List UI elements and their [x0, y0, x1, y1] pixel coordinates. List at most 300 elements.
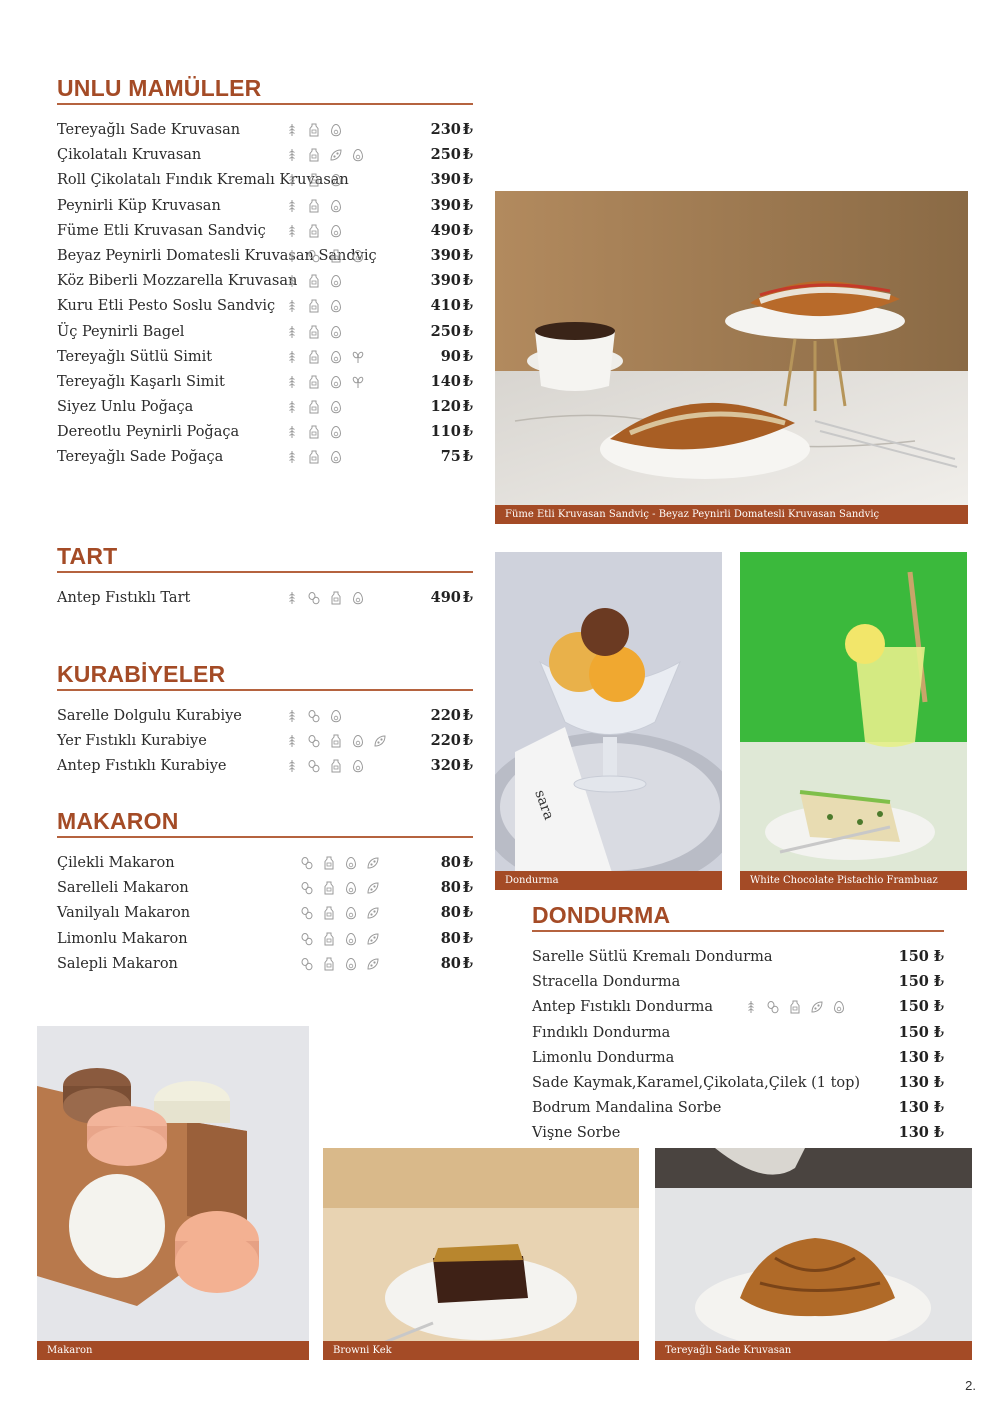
item-price	[899, 947, 944, 967]
section-divider	[57, 689, 473, 691]
wheat-icon	[285, 400, 299, 414]
item-name: Dereotlu Peynirli Poğaça	[57, 424, 240, 441]
item-name: Sade Kaymak,Karamel,Çikolata,Çilek (1 top)	[532, 1074, 861, 1091]
allergen-icons	[285, 350, 365, 364]
item-price	[431, 372, 473, 392]
photo-caption: White Chocolate Pistachio Frambuaz	[740, 871, 967, 890]
price-value: 80	[440, 904, 461, 922]
price-value: 75	[440, 448, 461, 466]
currency-symbol: ₺	[462, 854, 473, 871]
menu-item	[57, 853, 473, 878]
allergen-icons	[300, 856, 380, 870]
milk-icon	[307, 123, 321, 137]
price-value: 150	[898, 948, 929, 965]
soy-icon	[366, 881, 380, 895]
price-value: 250	[430, 146, 461, 164]
wheat-icon	[285, 274, 299, 288]
price-value: 230	[430, 121, 461, 138]
item-price	[431, 397, 473, 417]
section-title: TART	[57, 543, 118, 569]
item-name: Roll Çikolatalı Fındık Kremalı Kruvasan	[57, 172, 349, 189]
price-value: 90	[440, 347, 461, 365]
wheat-icon	[285, 249, 299, 263]
item-price	[899, 997, 944, 1017]
egg-icon	[344, 932, 358, 946]
allergen-icons	[285, 299, 343, 313]
egg-icon	[344, 856, 358, 870]
price-value: 490	[430, 221, 461, 239]
item-name: Vanilyalı Makaron	[57, 905, 191, 922]
milk-icon	[322, 856, 336, 870]
milk-icon	[322, 881, 336, 895]
milk-icon	[322, 906, 336, 920]
item-name: Beyaz Peynirli Domatesli Kruvasan Sandviç	[57, 247, 377, 264]
item-name: Kuru Etli Pesto Soslu Sandviç	[57, 298, 276, 315]
currency-symbol: ₺	[462, 757, 473, 775]
price-value: 150	[898, 973, 929, 991]
currency-symbol: ₺	[462, 322, 473, 340]
allergen-icons	[285, 450, 343, 464]
item-name: Limonlu Dondurma	[532, 1049, 675, 1066]
item-price	[431, 221, 473, 241]
section-dondurma	[532, 901, 944, 1149]
soy-icon	[810, 1000, 824, 1014]
price-value: 140	[430, 372, 461, 390]
currency-symbol: ₺	[462, 954, 473, 972]
allergen-icons	[744, 1000, 846, 1014]
milk-icon	[329, 759, 343, 773]
currency-symbol: ₺	[462, 246, 473, 264]
milk-icon	[788, 1000, 802, 1014]
price-value: 150	[898, 1023, 929, 1041]
wheat-icon	[285, 759, 299, 773]
price-value: 80	[440, 854, 461, 871]
milk-icon	[329, 734, 343, 748]
currency-symbol: ₺	[933, 1073, 944, 1091]
price-value: 120	[430, 398, 461, 416]
allergen-icons	[285, 123, 343, 137]
milk-icon	[322, 957, 336, 971]
menu-item	[532, 947, 944, 972]
egg-icon	[329, 325, 343, 339]
allergen-icons	[285, 734, 387, 748]
egg-icon	[344, 881, 358, 895]
milk-icon	[307, 425, 321, 439]
wheat-icon	[285, 350, 299, 364]
menu-item	[532, 1073, 944, 1098]
price-value: 130	[898, 1048, 929, 1066]
allergen-icons	[285, 325, 343, 339]
price-value: 320	[430, 757, 461, 775]
item-name: Peynirli Küp Kruvasan	[57, 197, 221, 214]
menu-item	[57, 706, 473, 731]
item-price	[431, 196, 473, 216]
section-title: MAKARON	[57, 808, 179, 834]
currency-symbol: ₺	[933, 973, 944, 991]
item-name: Antep Fıstıklı Dondurma	[532, 999, 714, 1016]
price-value: 130	[898, 1073, 929, 1091]
currency-symbol: ₺	[462, 707, 473, 724]
currency-symbol: ₺	[462, 423, 473, 441]
wheat-icon	[285, 224, 299, 238]
page-number: 2.	[965, 1378, 976, 1393]
currency-symbol: ₺	[462, 297, 473, 315]
menu-item	[57, 372, 473, 397]
allergen-icons	[285, 274, 343, 288]
allergen-icons	[285, 148, 365, 162]
menu-list	[57, 706, 473, 782]
item-price	[441, 347, 473, 367]
item-name: Stracella Dondurma	[532, 974, 681, 991]
wheat-icon	[285, 173, 299, 187]
menu-item	[57, 397, 473, 422]
wheat-icon	[285, 709, 299, 723]
section-title: UNLU MAMÜLLER	[57, 75, 262, 101]
allergen-icons	[300, 957, 380, 971]
wheat-icon	[285, 450, 299, 464]
egg-icon	[329, 375, 343, 389]
menu-item	[57, 731, 473, 756]
menu-item	[57, 903, 473, 928]
price-value: 150	[898, 998, 929, 1016]
menu-item	[57, 347, 473, 372]
milk-icon	[307, 400, 321, 414]
soy-icon	[366, 957, 380, 971]
menu-item	[532, 997, 944, 1022]
currency-symbol: ₺	[462, 221, 473, 239]
item-price	[431, 296, 473, 316]
allergen-icons	[285, 249, 365, 263]
milk-icon	[307, 224, 321, 238]
item-price	[431, 588, 473, 608]
allergen-icons	[300, 881, 380, 895]
egg-icon	[344, 957, 358, 971]
menu-list	[57, 120, 473, 473]
price-value: 220	[430, 707, 461, 724]
allergen-icons	[285, 425, 343, 439]
macaron-image	[37, 1026, 309, 1360]
photo-caption: Tereyağlı Sade Kruvasan	[655, 1341, 972, 1360]
menu-item	[57, 588, 473, 613]
sesame-icon	[351, 350, 365, 364]
photo-caption: Makaron	[37, 1341, 309, 1360]
egg-icon	[329, 400, 343, 414]
currency-symbol: ₺	[462, 904, 473, 922]
nut-icon	[300, 881, 314, 895]
nut-icon	[766, 1000, 780, 1014]
section-kurabiyeler	[57, 660, 473, 782]
item-name: Fındıklı Dondurma	[532, 1024, 671, 1041]
egg-icon	[832, 1000, 846, 1014]
menu-item	[57, 929, 473, 954]
allergen-icons	[285, 224, 343, 238]
item-name: Antep Fıstıklı Tart	[57, 590, 191, 606]
price-value: 80	[440, 954, 461, 972]
item-price	[431, 756, 473, 776]
price-value: 410	[430, 297, 461, 315]
photo-sandwich	[495, 191, 968, 524]
item-price	[899, 1123, 944, 1143]
item-name: Tereyağlı Kaşarlı Simit	[57, 373, 225, 390]
egg-icon	[344, 906, 358, 920]
allergen-icons	[300, 932, 380, 946]
item-name: Limonlu Makaron	[57, 930, 188, 947]
item-name: Sarelleli Makaron	[57, 880, 189, 897]
price-value: 220	[430, 732, 461, 750]
wheat-icon	[285, 299, 299, 313]
egg-icon	[329, 425, 343, 439]
milk-icon	[307, 350, 321, 364]
price-value: 80	[440, 929, 461, 947]
section-unlu-mamuller	[57, 74, 473, 473]
currency-symbol: ₺	[462, 398, 473, 416]
milk-icon	[307, 274, 321, 288]
allergen-icons	[285, 400, 343, 414]
item-name: Salepli Makaron	[57, 955, 178, 972]
price-value: 390	[430, 272, 461, 290]
price-value: 80	[440, 879, 461, 897]
egg-icon	[329, 173, 343, 187]
milk-icon	[307, 148, 321, 162]
item-price	[431, 322, 473, 342]
item-price	[441, 903, 473, 923]
menu-item	[57, 447, 473, 472]
item-name: Tereyağlı Sütlü Simit	[57, 348, 213, 365]
egg-icon	[351, 734, 365, 748]
allergen-icons	[285, 591, 365, 605]
allergen-icons	[285, 173, 343, 187]
item-price	[431, 422, 473, 442]
wheat-icon	[744, 1000, 758, 1014]
price-value: 110	[430, 423, 461, 441]
item-price	[441, 853, 473, 873]
item-name: Sarelle Sütlü Kremalı Dondurma	[532, 949, 773, 965]
wheat-icon	[285, 148, 299, 162]
photo-caption: Browni Kek	[323, 1341, 639, 1360]
soy-icon	[373, 734, 387, 748]
egg-icon	[351, 249, 365, 263]
egg-icon	[351, 148, 365, 162]
egg-icon	[351, 591, 365, 605]
photo-croissant	[655, 1148, 972, 1360]
cake-image	[740, 552, 967, 890]
section-divider	[57, 103, 473, 105]
milk-icon	[307, 299, 321, 313]
menu-item	[57, 422, 473, 447]
section-makaron	[57, 807, 473, 979]
soy-icon	[366, 932, 380, 946]
photo-macaron	[37, 1026, 309, 1360]
milk-icon	[329, 591, 343, 605]
brownie-image	[323, 1148, 639, 1360]
currency-symbol: ₺	[933, 1099, 944, 1117]
milk-icon	[307, 173, 321, 187]
item-name: Antep Fıstıklı Kurabiye	[57, 758, 227, 775]
section-title: DONDURMA	[532, 902, 671, 928]
item-name: Tereyağlı Sade Poğaça	[57, 449, 224, 466]
item-price	[441, 929, 473, 949]
currency-symbol: ₺	[462, 347, 473, 365]
photo-cake	[740, 552, 967, 890]
item-price	[441, 954, 473, 974]
currency-symbol: ₺	[933, 948, 944, 965]
wheat-icon	[285, 734, 299, 748]
currency-symbol: ₺	[933, 1124, 944, 1142]
item-price	[431, 120, 473, 140]
nut-icon	[307, 759, 321, 773]
wheat-icon	[285, 325, 299, 339]
item-name: Bodrum Mandalina Sorbe	[532, 1100, 722, 1117]
item-price	[431, 271, 473, 291]
nut-icon	[307, 591, 321, 605]
currency-symbol: ₺	[933, 998, 944, 1016]
nut-icon	[300, 932, 314, 946]
item-name: Çilekli Makaron	[57, 855, 175, 871]
allergen-icons	[285, 375, 365, 389]
currency-symbol: ₺	[462, 171, 473, 189]
currency-symbol: ₺	[462, 121, 473, 138]
milk-icon	[322, 932, 336, 946]
nut-icon	[300, 957, 314, 971]
item-price	[431, 170, 473, 190]
milk-icon	[329, 249, 343, 263]
wheat-icon	[285, 591, 299, 605]
currency-symbol: ₺	[462, 929, 473, 947]
photo-icecream	[495, 552, 722, 890]
item-name: Yer Fıstıklı Kurabiye	[57, 733, 207, 750]
nut-icon	[307, 249, 321, 263]
menu-item	[57, 120, 473, 145]
menu-list	[57, 588, 473, 613]
section-divider	[532, 930, 944, 932]
price-value: 390	[430, 246, 461, 264]
croissant-image	[655, 1148, 972, 1360]
soy-icon	[329, 148, 343, 162]
menu-item	[57, 145, 473, 170]
currency-symbol: ₺	[462, 146, 473, 164]
egg-icon	[329, 350, 343, 364]
egg-icon	[351, 759, 365, 773]
item-price	[431, 145, 473, 165]
currency-symbol: ₺	[462, 448, 473, 466]
item-price	[431, 706, 473, 726]
menu-item	[57, 756, 473, 781]
allergen-icons	[285, 759, 365, 773]
egg-icon	[329, 709, 343, 723]
nut-icon	[307, 734, 321, 748]
menu-list	[532, 947, 944, 1149]
wheat-icon	[285, 425, 299, 439]
item-price	[899, 1048, 944, 1068]
item-price	[431, 246, 473, 266]
menu-item	[532, 1048, 944, 1073]
item-price	[441, 878, 473, 898]
icecream-image	[495, 552, 722, 890]
wheat-icon	[285, 199, 299, 213]
item-name: Köz Biberli Mozzarella Kruvasan	[57, 273, 298, 290]
price-value: 390	[430, 196, 461, 214]
item-name: Sarelle Dolgulu Kurabiye	[57, 708, 242, 724]
egg-icon	[329, 199, 343, 213]
currency-symbol: ₺	[462, 879, 473, 897]
egg-icon	[329, 123, 343, 137]
svg-text:sara: sara	[531, 787, 557, 823]
item-price	[899, 1098, 944, 1118]
price-value: 250	[430, 322, 461, 340]
nut-icon	[307, 709, 321, 723]
menu-item	[57, 196, 473, 221]
item-name: Vişne Sorbe	[532, 1125, 621, 1142]
currency-symbol: ₺	[462, 372, 473, 390]
menu-item	[57, 296, 473, 321]
soy-icon	[366, 856, 380, 870]
section-title: KURABİYELER	[57, 661, 226, 687]
egg-icon	[329, 299, 343, 313]
soy-icon	[366, 906, 380, 920]
item-price	[899, 1073, 944, 1093]
section-divider	[57, 571, 473, 573]
item-name: Füme Etli Kruvasan Sandviç	[57, 222, 266, 239]
allergen-icons	[285, 709, 343, 723]
egg-icon	[329, 274, 343, 288]
sesame-icon	[351, 375, 365, 389]
photo-brownie	[323, 1148, 639, 1360]
menu-item	[532, 1098, 944, 1123]
section-tart	[57, 542, 473, 613]
photo-caption: Füme Etli Kruvasan Sandviç - Beyaz Peynirli Domatesli Kruvasan Sandviç	[495, 505, 968, 524]
menu-item	[57, 954, 473, 979]
allergen-icons	[285, 199, 343, 213]
item-price	[899, 972, 944, 992]
wheat-icon	[285, 375, 299, 389]
item-price	[431, 731, 473, 751]
menu-list	[57, 853, 473, 979]
menu-item	[532, 972, 944, 997]
menu-item	[57, 322, 473, 347]
price-value: 390	[430, 171, 461, 189]
item-name: Üç Peynirli Bagel	[57, 323, 185, 340]
menu-item	[57, 271, 473, 296]
item-name: Siyez Unlu Poğaça	[57, 399, 194, 416]
currency-symbol: ₺	[462, 732, 473, 750]
menu-item	[532, 1123, 944, 1148]
allergen-icons	[300, 906, 380, 920]
milk-icon	[307, 450, 321, 464]
section-divider	[57, 836, 473, 838]
menu-item	[57, 878, 473, 903]
price-value: 130	[898, 1099, 929, 1117]
price-value: 490	[430, 589, 461, 606]
menu-item	[532, 1023, 944, 1048]
menu-item	[57, 246, 473, 271]
currency-symbol: ₺	[933, 1023, 944, 1041]
item-price	[899, 1023, 944, 1043]
wheat-icon	[285, 123, 299, 137]
currency-symbol: ₺	[462, 272, 473, 290]
item-name: Çikolatalı Kruvasan	[57, 147, 202, 164]
milk-icon	[307, 199, 321, 213]
currency-symbol: ₺	[933, 1048, 944, 1066]
egg-icon	[329, 450, 343, 464]
menu-item	[57, 170, 473, 195]
price-value: 130	[898, 1124, 929, 1142]
sandwich-image	[495, 191, 968, 524]
milk-icon	[307, 325, 321, 339]
currency-symbol: ₺	[462, 589, 473, 606]
item-name: Tereyağlı Sade Kruvasan	[57, 122, 241, 138]
egg-icon	[329, 224, 343, 238]
currency-symbol: ₺	[462, 196, 473, 214]
